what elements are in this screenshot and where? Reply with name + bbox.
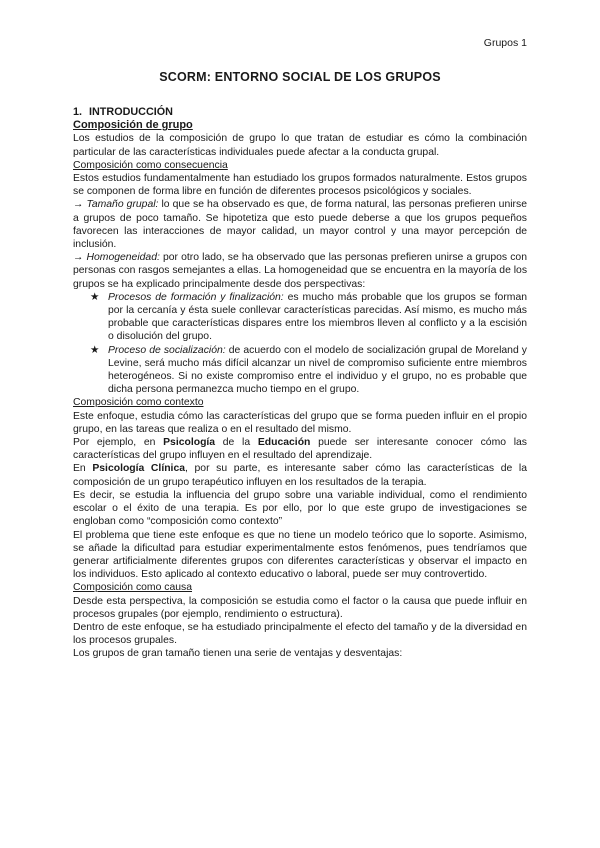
paragraph-homogeneidad: [73, 251, 527, 291]
tamano-lead: → Tamaño grupal:: [73, 199, 159, 211]
bold-term: Educación: [257, 437, 311, 449]
paragraph-contexto-5: El problema que tiene este enfoque es que no tiene un modelo teórico que lo soporte. Asimismo, se añade la dificultad para estudiar experimentalmente estos fenómenos, pues tendríamos que generar artificialmente diferentes grupos con diferentes características y observar el impacto en los individuos. Esto aplicado al contexto educativo o laboral, puede ser muy controvertido.: [73, 529, 527, 581]
paragraph-contexto-1: Este enfoque, estudia cómo las características del grupo que se forma pueden influir en el propio grupo, en las tareas que realiza o en el resultado del mismo.: [73, 410, 527, 435]
list-item: [90, 290, 527, 344]
document-title: SCORM: ENTORNO SOCIAL DE LOS GRUPOS: [159, 70, 441, 84]
text-run: Por ejemplo, en: [73, 437, 164, 449]
bullet-lead: Procesos de formación y finalización:: [108, 291, 284, 303]
paragraph-causa-1: Desde esta perspectiva, la composición se estudia como el factor o la causa que puede influir en procesos grupales (por ejemplo, rendimiento o estructura).: [73, 595, 527, 620]
paragraph-contexto-2: [73, 436, 527, 462]
heading-composicion: Composición de grupo: [73, 119, 193, 132]
bullet-text: es mucho más probable que los grupos se forman por la cercanía y ésta suele conllevar características parecidas. Así mismo, es mucho más probable que características dispares entre los miembros lleven al conflicto y a la escisión o disolución del grupo.: [108, 291, 527, 343]
heading-causa: Composición como causa: [73, 582, 192, 594]
paragraph-contexto-3: [73, 462, 527, 488]
heading-consecuencia: Composición como consecuencia: [73, 159, 228, 171]
bold-term: Psicología Clínica: [92, 463, 186, 475]
bold-term: Psicología: [163, 437, 216, 449]
star-bullet-icon: ★: [90, 290, 100, 303]
paragraph-consecuencia-1: Estos estudios fundamentalmente han estudiado los grupos formados naturalmente. Estos grupos se componen de forma libre en función de diferentes procesos psicológicos y sociales.: [73, 173, 527, 198]
perspectives-list: [73, 291, 527, 397]
document-body: [73, 106, 527, 661]
text-run: , por su parte, es interesante saber cómo las características de la composición de un grupo terapéutico influyen en los resultados de la terapia.: [73, 463, 527, 488]
star-bullet-icon: ★: [90, 343, 100, 356]
list-item: [90, 343, 527, 397]
text-run: puede ser interesante conocer cómo las características del grupo influyen en el resultado del aprendizaje.: [73, 437, 527, 462]
tamano-text: lo que se ha observado es que, de forma natural, las personas prefieren unirse a grupos de poco tamaño. Se hipotetiza que esto puede deberse a que los grupos pequeños favorecen las interacciones de mayor calidad, un mayor control y una mayor percepción de inclusión.: [73, 199, 527, 251]
bullet-text: de acuerdo con el modelo de socialización grupal de Moreland y Levine, será mucho más difícil alcanzar un nivel de compromiso suficiente entre miembros heterogéneos. Si no existe compromiso entre el individuo y el grupo, no es probable que dicha persona permanezca mucho tiempo en el grupo.: [108, 344, 527, 396]
homog-text: por otro lado, se ha observado que las personas prefieren unirse a grupos con personas con rasgos semejantes a ellas. La homogeneidad que se encuentra en la mayoría de los grupos se ha explicado principalmente desde dos perspectivas:: [73, 252, 528, 290]
section-number: 1.: [73, 106, 83, 118]
paragraph-tamano-grupal: [73, 198, 527, 251]
section-title: INTRODUCCIÓN: [89, 106, 173, 118]
text-run: de la: [215, 437, 258, 449]
heading-contexto: Composición como contexto: [73, 397, 204, 409]
homog-lead: → Homogeneidad:: [73, 252, 160, 264]
running-header: Grupos 1: [483, 37, 527, 49]
paragraph-contexto-4: Es decir, se estudia la influencia del grupo sobre una variable individual, como el rendimiento escolar o el éxito de una terapia. Es por ello, por lo que este grupo de investigaciones se engloban como “composición como contexto”: [73, 489, 527, 528]
text-run: En: [73, 463, 93, 475]
paragraph-composicion-intro: Los estudios de la composición de grupo lo que tratan de estudiar es cómo la combinación particular de las características individuales puede afectar a la conducta grupal.: [73, 133, 527, 158]
section-heading: [73, 106, 527, 119]
paragraph-causa-2: Dentro de este enfoque, se ha estudiado principalmente el efecto del tamaño y de la diversidad en los procesos grupales.: [73, 621, 527, 647]
bullet-lead: Proceso de socialización:: [108, 344, 226, 356]
paragraph-causa-3: Los grupos de gran tamaño tienen una serie de ventajas y desventajas:: [73, 648, 403, 660]
